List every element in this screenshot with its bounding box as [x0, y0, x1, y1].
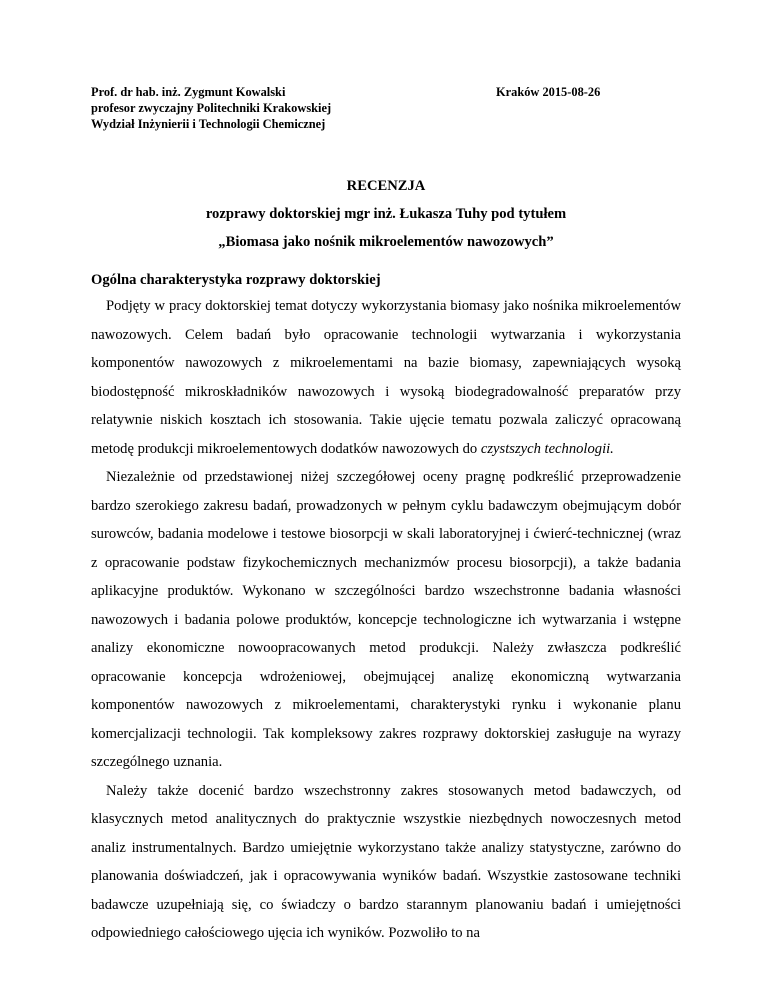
paragraph-1 — [91, 292, 681, 463]
author-position: profesor zwyczajny Politechniki Krakowskiej — [91, 101, 332, 115]
section-heading: Ogólna charakterystyka rozprawy doktorskiej — [91, 272, 381, 288]
paragraph-2: Niezależnie od przedstawionej niżej szczegółowej oceny pragnę podkreślić przeprowadzenie bardzo szerokiego zakresu badań, prowadzonych w pełnym cyklu badawczym obejmującym dobór surowców, badania modelowe i testowe biosorpcji w skali laboratoryjnej i ćwierć-technicznej (wraz z opracowanie podstaw fizykochemicznych mechanizmów procesu biosorpcji), a także badania aplikacyjne produktów. Wykonano w szczególności bardzo wszechstronne badania własności nawozowych i badania polowe produktów, koncepcje technologiczne ich wytwarzania i wstępne analizy ekonomiczne nowoopracowanych metod produkcji. Należy zwłaszcza podkreślić opracowanie koncepcja wdrożeniowej, obejmującej analizę ekonomiczną wytwarzania komponentów nawozowych z mikroelementami, charakterystyki rynku i wykonanie planu komercjalizacji technologii. Tak kompleksowy zakres rozprawy doktorskiej zasługuje na wyrazy szczególnego uznania. — [91, 469, 681, 770]
thesis-title: „Biomasa jako nośnik mikroelementów nawozowych” — [218, 234, 554, 250]
title-block — [91, 172, 681, 256]
document-subtitle: rozprawy doktorskiej mgr inż. Łukasza Tuhy pod tytułem — [205, 206, 567, 222]
author-block — [91, 84, 331, 132]
paragraph-1-italic: czystszych technologii. — [480, 440, 614, 457]
author-department: Wydział Inżynierii i Technologii Chemicznej — [91, 117, 326, 131]
body-text — [91, 292, 681, 948]
document-heading: RECENZJA — [346, 178, 426, 194]
paragraph-3: Należy także docenić bardzo wszechstronny zakres stosowanych metod badawczych, od klasycznych metod analitycznych do praktycznie wszystkie niezbędnych nowoczesnych metod analiz instrumentalnych. Bardzo umiejętnie wykorzystano także analizy statystyczne, zarówno do planowania doświadczeń, jak i opracowywania wyników badań. Wszystkie zastosowane techniki badawcze uzupełniają się, co świadczy o bardzo starannym planowaniu badań i umiejętności odpowiedniego całościowego ujęcia ich wyników. Pozwoliło to na — [91, 782, 681, 941]
paragraph-1-text: Podjęty w pracy doktorskiej temat dotyczy wykorzystania biomasy jako nośnika mikroelementów nawozowych. Celem badań było opracowanie technologii wytwarzania i wykorzystania komponentów nawozowych z mikroelementami na bazie biomasy, zapewniających wysoką biodostępność mikroskładników nawozowych i wysoką biodegradowalność preparatów przy relatywnie niskich kosztach ich stosowania. Takie ujęcie tematu pozwala zaliczyć opracowaną metodę produkcji mikroelementowych dodatków nawozowych do — [91, 298, 681, 457]
place-date: Kraków 2015-08-26 — [496, 85, 601, 99]
author-name: Prof. dr hab. inż. Zygmunt Kowalski — [91, 85, 286, 99]
